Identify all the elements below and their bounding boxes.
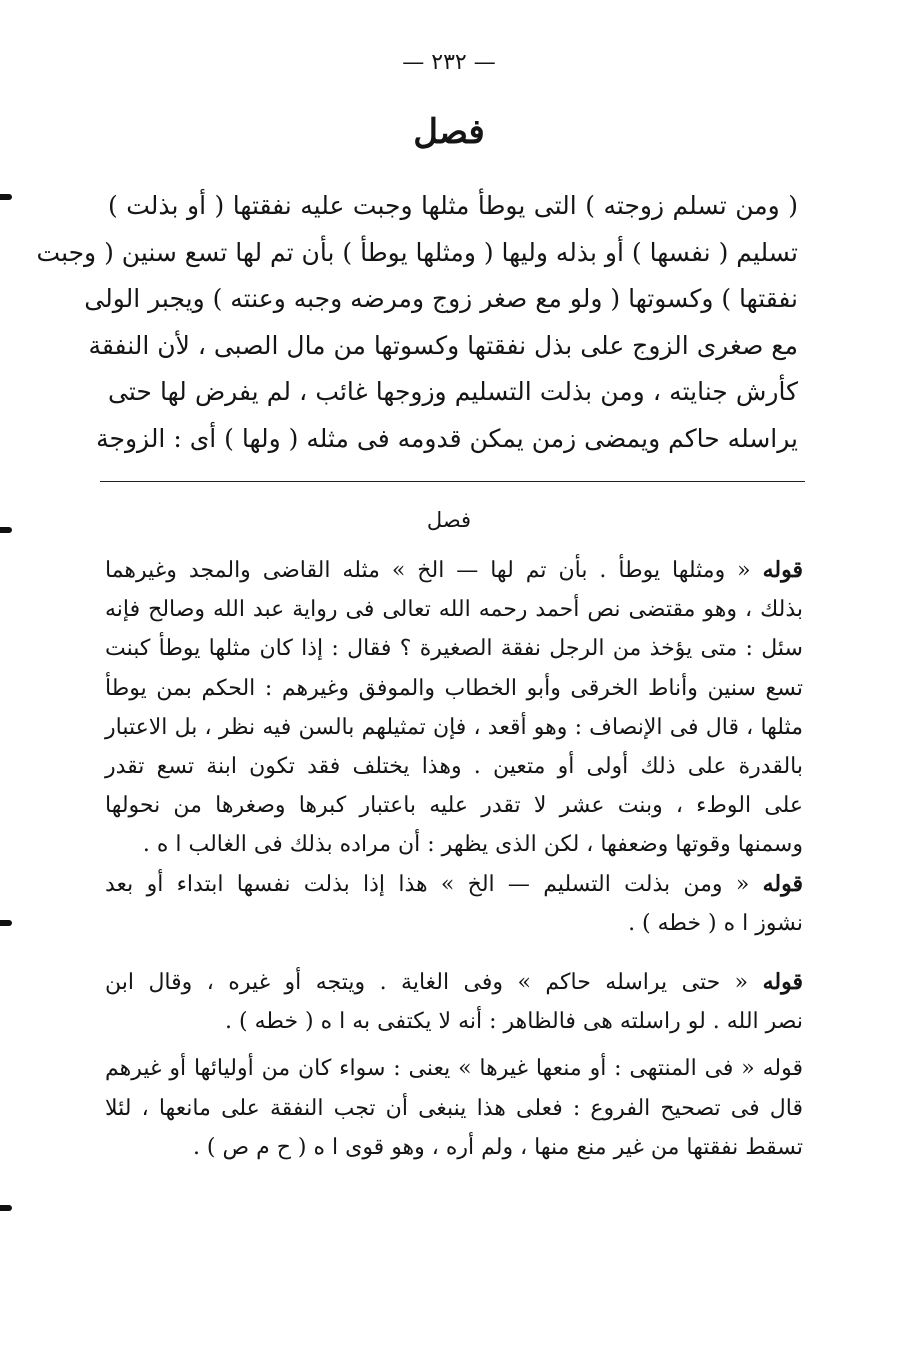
main-text-line: تسليم ( نفسها ) أو بذله وليها ( ومثلها يوطأ ) بأن تم لها تسع سنين ( وجبت	[36, 237, 798, 267]
commentary-line: وسمنها وقوتها وضعفها ، لكن الذى يظهر : أن مراده بذلك فى الغالب ا ه .	[142, 832, 803, 858]
paragraph-gap	[105, 1041, 803, 1049]
binding-mark	[0, 1205, 12, 1211]
commentary-title: فصل	[426, 508, 472, 532]
commentary-line: قال فى تصحيح الفروع : فعلى هذا ينبغى أن تجب النفقة على مانعها ، لئلا	[105, 1095, 803, 1121]
commentary-line: تسقط نفقتها من غير منع منها ، ولم أره ، وهو قوى ا ه ( ح م ص ) .	[192, 1134, 803, 1160]
commentary-line: نصر الله . لو راسلته هى فالظاهر : أنه لا يكتفى به ا ه ( خطه ) .	[225, 1009, 803, 1035]
main-text-line: كأرش جنايته ، ومن بذلت التسليم وزوجها غائب ، لم يفرض لها حتى	[108, 377, 798, 406]
paragraph-gap	[105, 943, 803, 963]
binding-mark	[0, 194, 12, 200]
commentary-block	[105, 551, 803, 1167]
commentary-paragraph	[105, 963, 803, 1041]
section-title: فصل	[413, 112, 485, 152]
commentary-line: قوله « فى المنتهى : أو منعها غيرها » يعنى : سواء كان من أوليائها أو غيرهم	[105, 1056, 803, 1082]
binding-mark	[0, 920, 12, 926]
commentary-line: نشوز ا ه ( خطه ) .	[628, 910, 803, 936]
commentary-keyword: قوله	[762, 969, 803, 996]
commentary-keyword: قوله	[762, 557, 803, 583]
commentary-keyword: قوله	[762, 870, 803, 897]
main-text-line: ( ومن تسلم زوجته ) التى يوطأ مثلها وجبت عليه نفقتها ( أو بذلت )	[108, 191, 798, 220]
main-text-line: مع صغرى الزوج على بذل نفقتها وكسوتها من مال الصبى ، لأن النفقة	[88, 330, 798, 360]
commentary-line: مثلها ، قال فى الإنصاف : وهو أقعد ، فإن تمثيلهم بالسن فيه نظر ، بل الاعتبار	[105, 714, 803, 740]
commentary-paragraph	[105, 865, 803, 943]
commentary-line: تسع سنين وأناط الخرقى وأبو الخطاب والموفق وغيرهم : الحكم بمن يوطأ	[105, 675, 803, 701]
commentary-line: قوله « ومثلها يوطأ . بأن تم لها — الخ » مثله القاضى والمجد وغيرهما	[105, 557, 803, 583]
page-number: — ٢٣٢ —	[402, 50, 496, 75]
binding-mark	[0, 527, 12, 533]
main-text-line: نفقتها ) وكسوتها ( ولو مع صغر زوج ومرضه وجبه وعنته ) ويجبر الولى	[84, 284, 798, 313]
main-text-block	[36, 183, 798, 462]
commentary-line: قوله « ومن بذلت التسليم — الخ » هذا إذا بذلت نفسها ابتداء أو بعد	[105, 870, 803, 897]
main-text-line: يراسله حاكم ويمضى زمن يمكن قدومه فى مثله ( ولها ) أى : الزوجة	[96, 423, 798, 453]
commentary-line: سئل : متى يؤخذ من الرجل نفقة الصغيرة ؟ فقال : إذا كان مثلها يوطأ كبنت	[105, 636, 803, 662]
commentary-line: قوله « حتى يراسله حاكم » وفى الغاية . ويتجه أو غيره ، وقال ابن	[105, 969, 803, 996]
commentary-keyword: قوله	[762, 1056, 803, 1082]
commentary-line: على الوطء ، وبنت عشر لا تقدر عليه باعتبار كبرها وصغرها من نحولها	[105, 793, 803, 819]
section-divider	[100, 481, 805, 482]
commentary-paragraph	[105, 551, 803, 865]
commentary-line: بالقدرة على ذلك أولى أو متعين . وهذا يختلف فقد تكون ابنة تسع تقدر	[105, 754, 803, 780]
commentary-line: بذلك ، وهو مقتضى نص أحمد رحمه الله تعالى فى رواية عبد الله وصالح فإنه	[105, 597, 803, 623]
commentary-paragraph	[105, 1049, 803, 1167]
